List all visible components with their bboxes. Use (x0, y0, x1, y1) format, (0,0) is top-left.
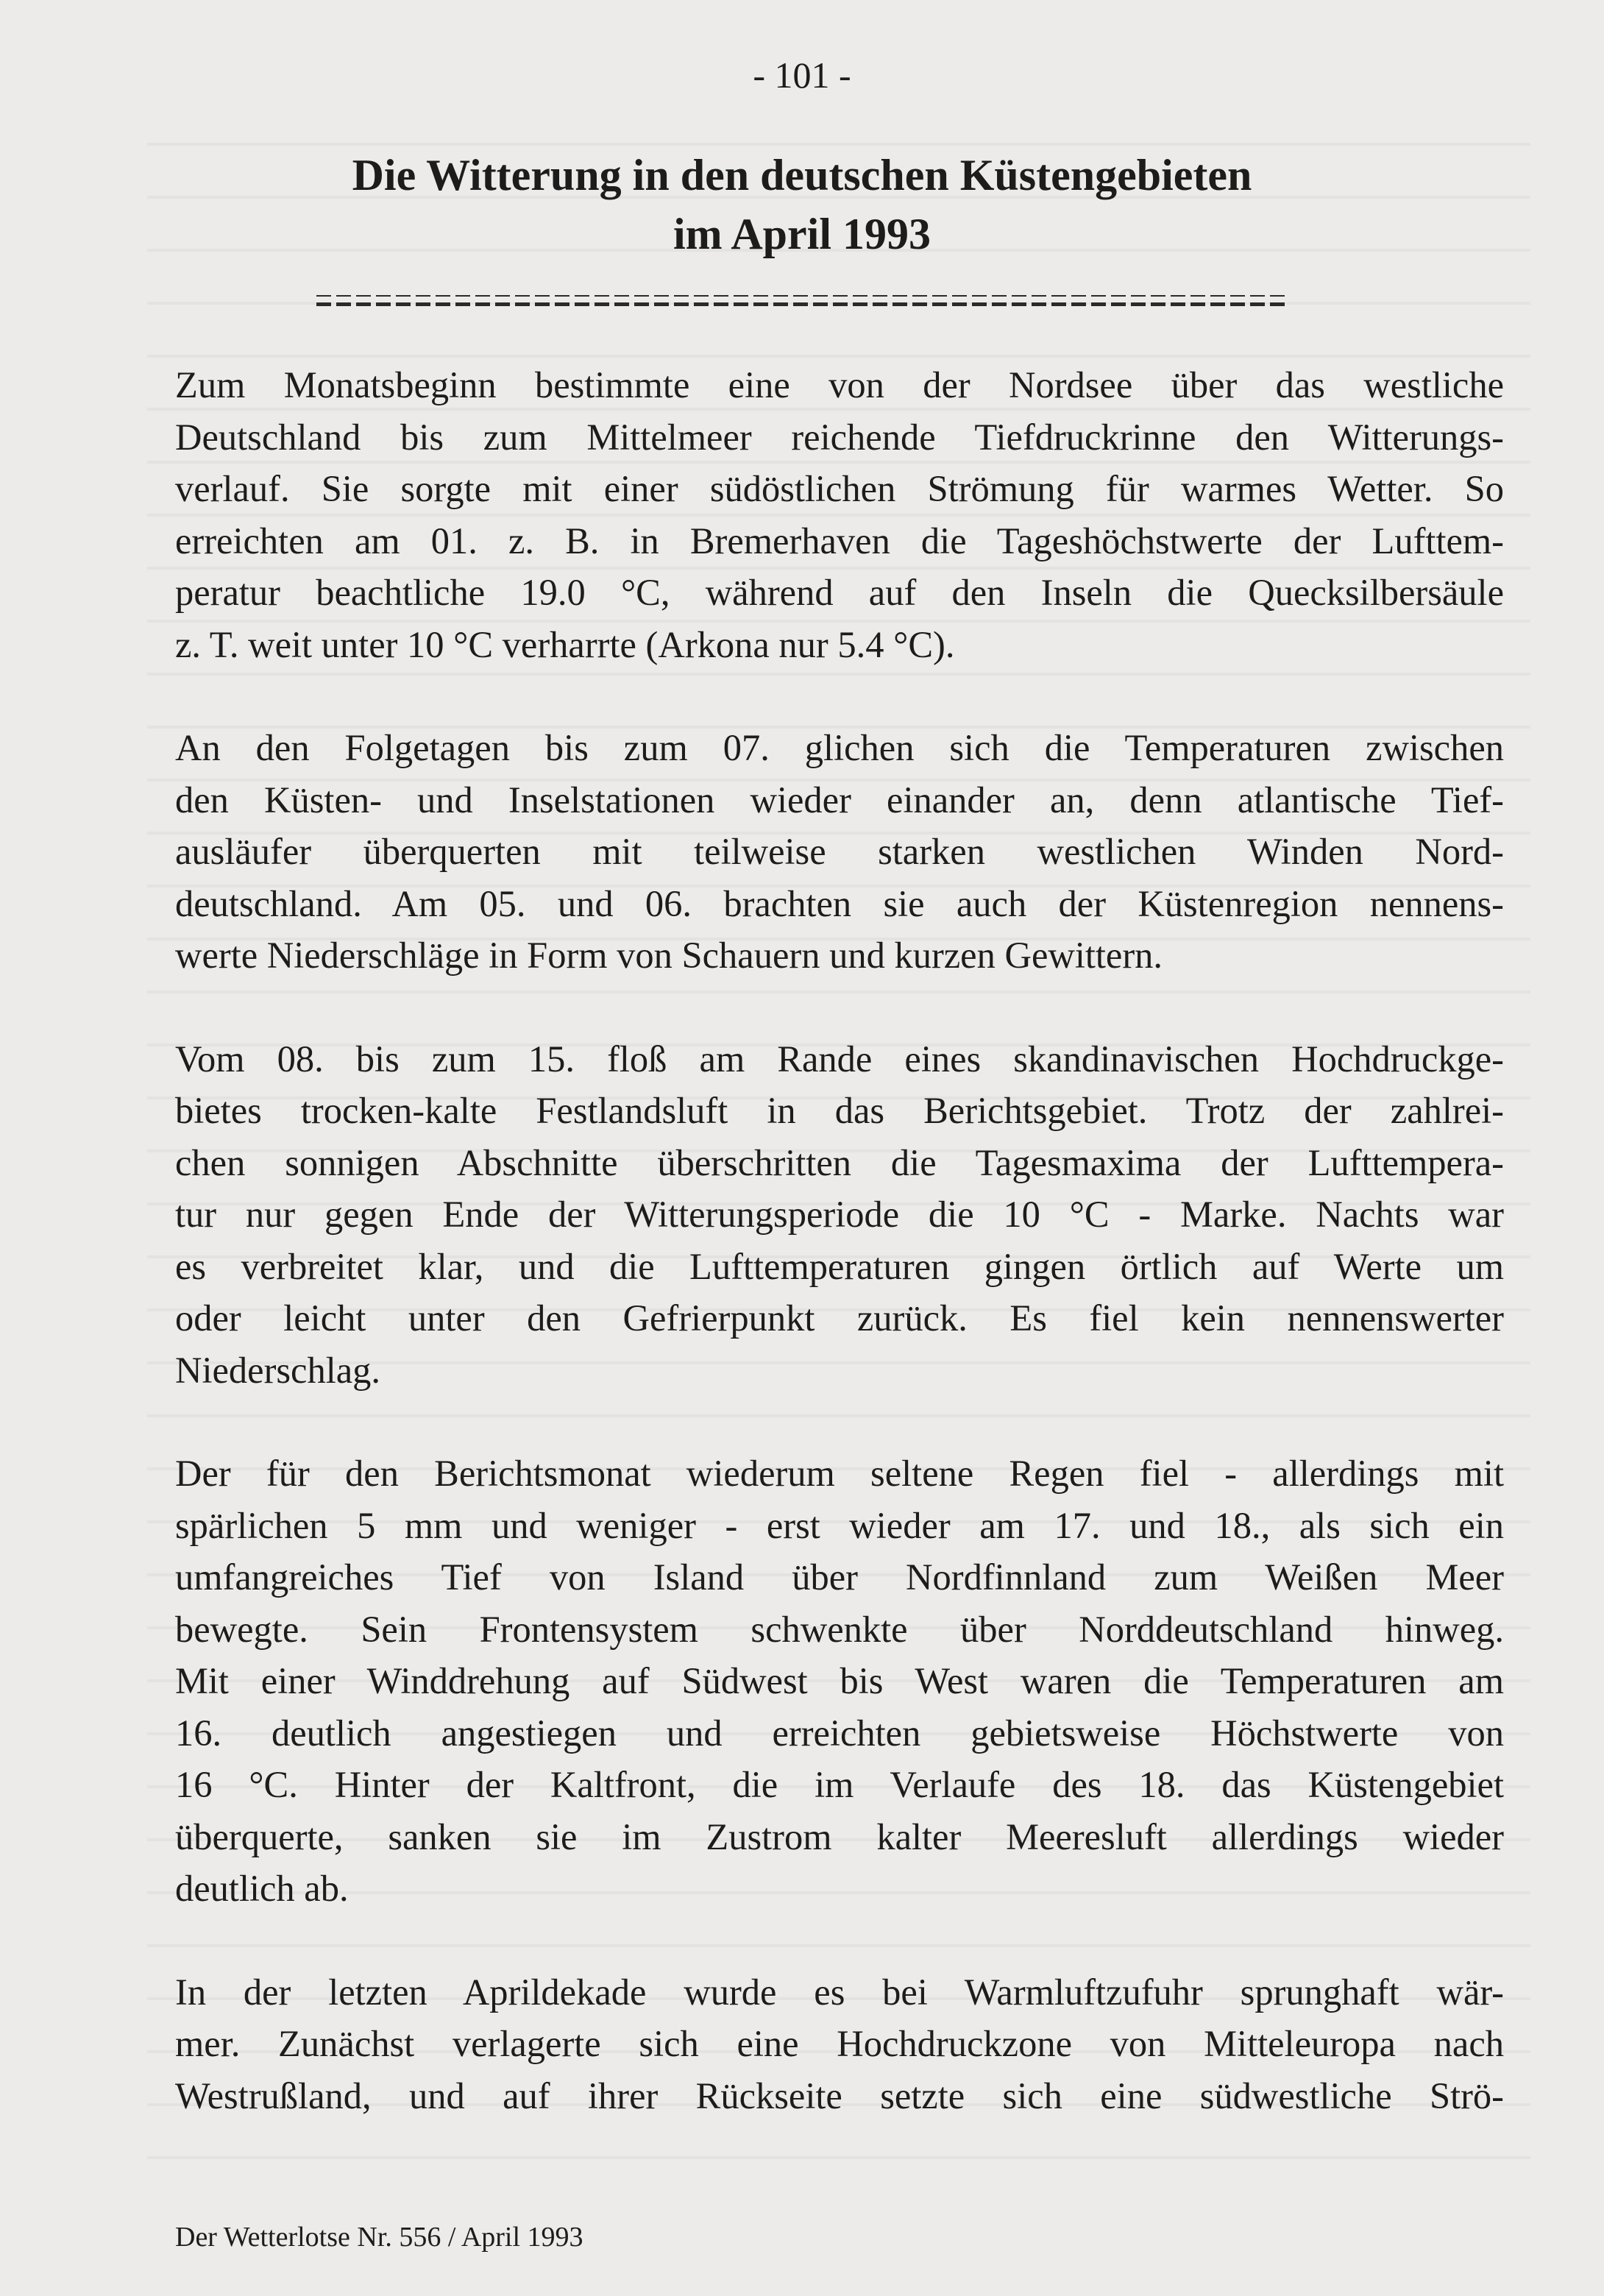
paragraph-line: 16. deutlich angestiegen und erreichten gebietsweise Höchstwerte von (175, 1712, 1504, 1754)
article-body (175, 359, 1504, 2173)
paragraph (175, 722, 1504, 982)
paragraph (175, 1966, 1504, 2122)
paragraph-line: Westrußland, und auf ihrer Rückseite setzte sich eine südwestliche Strö- (175, 2074, 1504, 2116)
page-title (0, 146, 1604, 263)
title-line-1: Die Witterung in den deutschen Küstengebieten (352, 151, 1252, 199)
paragraph-line: Mit einer Winddrehung auf Südwest bis West waren die Temperaturen am (175, 1660, 1504, 1701)
page-footer: Der Wetterlotse Nr. 556 / April 1993 (175, 2222, 583, 2253)
paragraph-line: mer. Zunächst verlagerte sich eine Hochdruckzone von Mitteleuropa nach (175, 2023, 1504, 2064)
title-line-2: im April 1993 (673, 210, 931, 258)
paragraph-line: Niederschlag. (175, 1349, 381, 1391)
paragraph-line: umfangreiches Tief von Island über Nordfinnland zum Weißen Meer (175, 1556, 1504, 1598)
paragraph-line: deutlich ab. (175, 1868, 349, 1909)
paragraph-line: Der für den Berichtsmonat wiederum seltene Regen fiel - allerdings mit (175, 1453, 1504, 1494)
paragraph-line: erreichten am 01. z. B. in Bremerhaven die Tageshöchstwerte der Lufttem- (175, 520, 1504, 561)
paragraph-line: bietes trocken-kalte Festlandsluft in das Berichtsgebiet. Trotz der zahlrei- (175, 1090, 1504, 1131)
paragraph-line: chen sonnigen Abschnitte überschritten die Tagesmaxima der Lufttempera- (175, 1141, 1504, 1183)
paragraph-line: Deutschland bis zum Mittelmeer reichende Tiefdruckrinne den Witterungs- (175, 416, 1504, 458)
paragraph-line: verlauf. Sie sorgte mit einer südöstlichen Strömung für warmes Wetter. So (175, 468, 1504, 509)
paragraph-line: oder leicht unter den Gefrierpunkt zurück. Es fiel kein nennenswerter (175, 1297, 1504, 1339)
paragraph-line: ausläufer überquerten mit teilweise starken westlichen Winden Nord- (175, 831, 1504, 872)
paragraph-line: überquerte, sanken sie im Zustrom kalter Meeresluft allerdings wieder (175, 1815, 1504, 1857)
paragraph-line: bewegte. Sein Frontensystem schwenkte über Norddeutschland hinweg. (175, 1608, 1504, 1650)
paragraph-line: den Küsten- und Inselstationen wieder einander an, denn atlantische Tief- (175, 779, 1504, 821)
title-underline-rule (316, 293, 1288, 306)
paragraph-line: deutschland. Am 05. und 06. brachten sie auch der Küstenregion nennens- (175, 882, 1504, 924)
paragraph-line: z. T. weit unter 10 °C verharrte (Arkona nur 5.4 °C). (175, 623, 955, 665)
paragraph-line: Zum Monatsbeginn bestimmte eine von der Nordsee über das westliche (175, 364, 1504, 405)
paragraph-line: Vom 08. bis zum 15. floß am Rande eines skandinavischen Hochdruckge- (175, 1038, 1504, 1080)
paragraph-line: peratur beachtliche 19.0 °C, während auf den Inseln die Quecksilbersäule (175, 572, 1504, 613)
paragraph-line: 16 °C. Hinter der Kaltfront, die im Verlaufe des 18. das Küstengebiet (175, 1764, 1504, 1805)
paragraph (175, 359, 1504, 670)
paragraph-line: An den Folgetagen bis zum 07. glichen sich die Temperaturen zwischen (175, 727, 1504, 768)
paragraph-line: tur nur gegen Ende der Witterungsperiode die 10 °C - Marke. Nachts war (175, 1194, 1504, 1235)
page-number: - 101 - (753, 54, 851, 96)
paragraph-line: In der letzten Aprildekade wurde es bei Warmluftzufuhr sprunghaft wär- (175, 1971, 1504, 2013)
paragraph (175, 1448, 1504, 1915)
paragraph (175, 1033, 1504, 1397)
paragraph-line: spärlichen 5 mm und weniger - erst wieder am 17. und 18., als sich ein (175, 1504, 1504, 1546)
paragraph-line: es verbreitet klar, und die Lufttemperaturen gingen örtlich auf Werte um (175, 1245, 1504, 1287)
paragraph-line: werte Niederschläge in Form von Schauern und kurzen Gewittern. (175, 935, 1163, 976)
